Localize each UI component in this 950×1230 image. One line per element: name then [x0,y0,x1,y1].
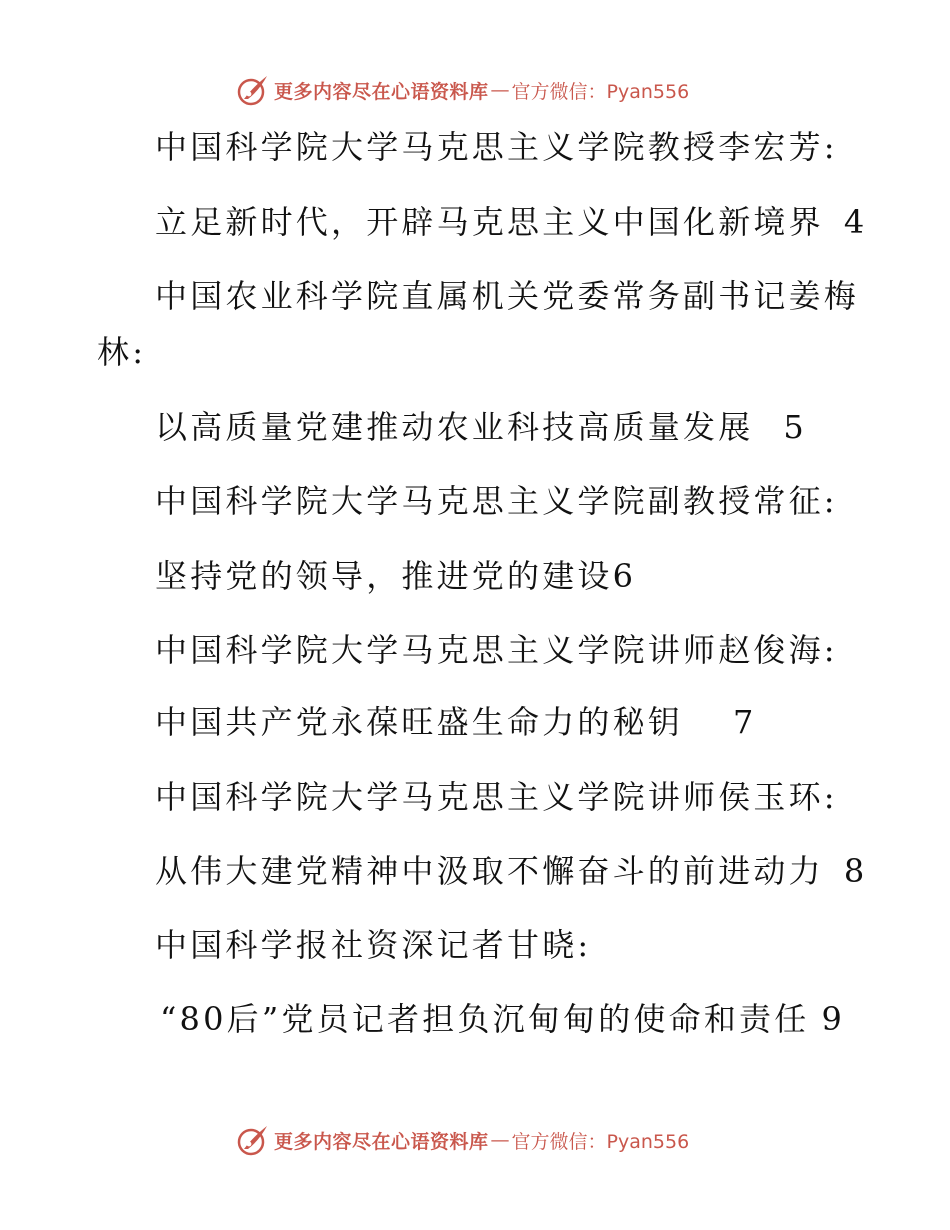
toc-title-line [160,999,842,1039]
toc-title-line [155,556,633,596]
toc-page-number: 7 [733,703,754,741]
toc-entry-text: 从伟大建党精神中汲取不懈奋斗的前进动力 [155,852,824,890]
toc-entry-text: “80后”党员记者担负沉甸甸的使命和责任 [160,1000,810,1038]
toc-author-line [155,481,838,521]
quill-logo-icon [236,1123,270,1157]
toc-page-number: 5 [783,408,804,446]
toc-page-number: 6 [612,557,633,595]
toc-page-number: 8 [843,852,865,890]
toc-entry-text: 中国科学院大学马克思主义学院讲师赵俊海: [155,631,838,669]
toc-entry-text: 坚持党的领导，推进党的建设 [155,557,613,595]
toc-author-line [155,777,838,817]
watermark-footer [236,1123,689,1157]
toc-page-number: 9 [821,1000,842,1038]
toc-entry-text: 以高质量党建推动农业科技高质量发展 [155,408,754,446]
watermark-dash: — [490,79,510,101]
toc-author-line [155,630,838,670]
toc-entry-text: 林: [97,333,147,371]
watermark-contact: 官方微信：Pyan556 [511,80,690,103]
watermark-dash: — [490,1129,510,1151]
watermark-text: 更多内容尽在心语资料库 [274,1130,489,1153]
toc-title-line [155,851,864,891]
toc-author-line [155,127,838,167]
toc-entry-text: 中国科学院大学马克思主义学院副教授常征: [155,482,838,520]
toc-entry-text: 立足新时代，开辟马克思主义中国化新境界 [155,203,824,241]
toc-entry-text: 中国农业科学院直属机关党委常务副书记姜梅 [155,277,860,315]
toc-entry-text: 中国科学院大学马克思主义学院讲师侯玉环: [155,778,838,816]
toc-page-number: 4 [843,203,865,241]
toc-author-line [155,925,591,965]
toc-entry-text: 中国科学报社资深记者甘晓: [155,926,592,964]
toc-author-line-continued [97,332,146,372]
watermark-text: 更多内容尽在心语资料库 [274,80,489,103]
watermark-header [236,73,689,107]
quill-logo-icon [236,73,270,107]
toc-title-line [155,702,753,742]
toc-author-line [155,276,859,316]
toc-title-line [155,202,864,242]
toc-entry-text: 中国科学院大学马克思主义学院教授李宏芳: [155,128,838,166]
watermark-contact: 官方微信：Pyan556 [511,1130,690,1153]
toc-entry-text: 中国共产党永葆旺盛生命力的秘钥 [155,703,684,741]
toc-title-line [155,407,804,447]
